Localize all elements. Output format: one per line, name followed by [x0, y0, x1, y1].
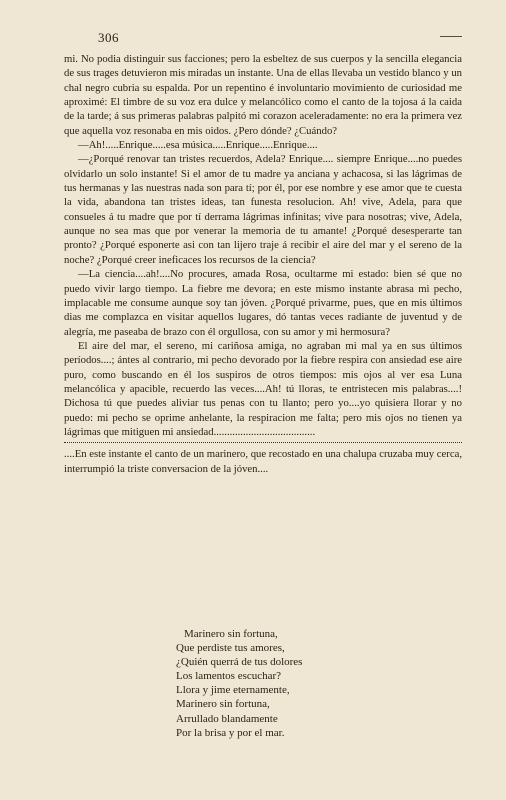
paragraph-1: mi. No podia distinguir sus facciones; pero la esbeltez de sus cuerpos y la sencilla elegancia de sus trages detuvieron mis miradas un instante. Una de ellas llevaba un vestido blanco y un chal negro cubria su espalda. Por un repentino é involuntario movimiento de curiosidad me aproximé: El timbre de su voz era dulce y melancólico como el canto de la tojosa á la caida de la tarde; á sus primeras palabras palpitó mi corazon aceleradamente: no era la primera vez que aquella voz resonaba en mis oidos. ¿Pero dónde? ¿Cuándo? — [64, 53, 463, 137]
paragraph-6: ....En este instante el canto de un marinero, que recostado en una chalupa cruzaba muy cerca, interrumpió la triste conversacion de la jóven.... — [64, 448, 462, 475]
paragraph-5: El aire del mar, el sereno, mi cariñosa amiga, no agraban mi mal ya en sus últimos períodos....; ántes al contrario, mi pecho devorado por la fiebre respira con ansiedad ese aire puro, como buscando en él los suspiros de otros tiempos: mis ojos al ver esa Luna melancólica y apacible, recuerdo las veces....Ah! tú lloras, te entristecen mis palabras....! Dichosa tú que puedes aliviar tus penas con tu llanto; pero yo....yo quisiera llorar y no puedo: mi pecho se oprime anhelante, la respiracion me falta; pero mis ojos no tienen ya lágrimas que mitiguen mi ansiedad...................................... — [64, 339, 462, 438]
poem-line: Por la brisa y por el mar. — [176, 726, 285, 739]
paragraph-4: —La ciencia....ah!....No procures, amada Rosa, ocultarme mi estado: bien sé que no puedo vivir largo tiempo. La fiebre me devora; en este mismo instante abrasa mi pecho, implacable me consume aunque soy tan jóven. ¿Porqué privarme, pues, que en mis últimos dias me complazca en visitar aquellos lugares, dó tantas veces radiante de juventud y de alegría, me paseaba de brazo con él orgullosa, con su amor y mi hermosura? — [64, 268, 462, 338]
poem-line: Arrullado blandamente — [176, 712, 278, 725]
body-text — [64, 52, 462, 476]
poem — [176, 627, 436, 740]
poem-line: Los lamentos escuchar? — [176, 670, 282, 683]
poem-line: Que perdiste tus amores, — [176, 642, 285, 655]
paragraph-3: —¿Porqué renovar tan tristes recuerdos, Adela? Enrique.... siempre Enrique....no puedes olvidarlo un solo instante! Si el amor de tu madre ya anciana y achacosa, si las lágrimas de tus hermanas y las nuestras nada son para tí; por él, por ese nombre y ese amor que te cuesta la vida, abandona tan tristes ideas, tan funesta resolucion. Ah! vive, Adela, para que consueles á tu madre que por tí derrama lágrimas infinitas; vive para nosotras; vive, Adela, aunque no sea mas que por venerar la memoria de tu amante! ¿Porqué desesperarte tan pronto? ¿Porqué esponerte asi con tan lijero traje á recibir el aire del mar y el sereno de la noche? ¿Porqué creer ineficaces los recursos de la ciencia? — [64, 153, 462, 266]
poem-line: Marinero sin fortuna, — [184, 628, 278, 640]
poem-line: Marinero sin fortuna, — [176, 698, 270, 711]
paragraph-2: —Ah!.....Enrique.....esa música.....Enrique.....Enrique.... — [78, 139, 318, 152]
page-number: 306 — [98, 30, 119, 45]
poem-line: ¿Quién querrá de tus dolores — [176, 656, 303, 669]
dotted-separator — [64, 442, 462, 443]
poem-line: Llora y jime eternamente, — [176, 684, 290, 697]
header-rule — [440, 36, 462, 37]
